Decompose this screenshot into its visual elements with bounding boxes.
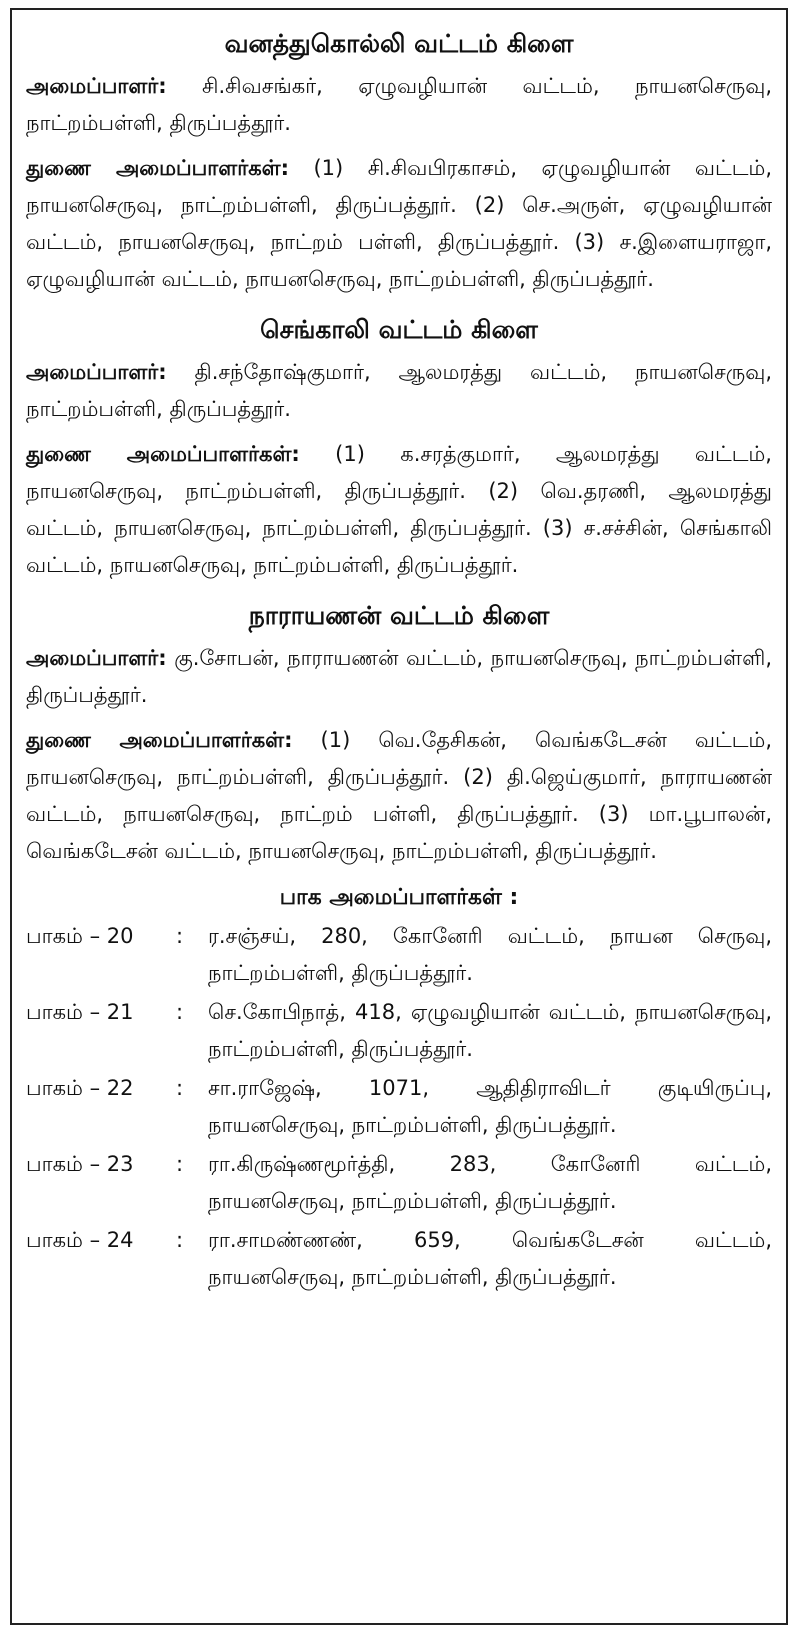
branch-section — [26, 592, 772, 870]
deputies-text: (1) க.சரத்குமார், ஆலமரத்து வட்டம், நாயனசெருவு, நாட்றம்பள்ளி, திருப்பத்தூர். (2) வெ.தரணி, ஆலமரத்து வட்டம், நாயனசெருவு, நாட்றம்பள்ளி, திருப்பத்தூர். (3) ச.சச்சின், செங்காலி வட்டம், நாயனசெருவு, நாட்றம்பள்ளி, திருப்பத்தூர். — [26, 442, 772, 577]
part-label: பாகம் – 20 — [26, 924, 134, 948]
part-colon: : — [176, 1076, 184, 1100]
branch-heading: செங்காலி வட்டம் கிளை — [260, 315, 538, 344]
deputies-label: துணை அமைப்பாளர்கள்: — [26, 728, 293, 752]
part-text: செ.கோபிநாத், 418, ஏழுவழியான் வட்டம், நாயனசெருவு, நாட்றம்பள்ளி, திருப்பத்தூர். — [208, 1000, 772, 1061]
part-label: பாகம் – 24 — [26, 1228, 134, 1252]
part-text: ரா.கிருஷ்ணமூர்த்தி, 283, கோனேரி வட்டம், நாயனசெருவு, நாட்றம்பள்ளி, திருப்பத்தூர். — [208, 1152, 772, 1213]
branch-section — [26, 20, 772, 298]
part-row — [26, 994, 772, 1068]
part-colon: : — [176, 1228, 184, 1252]
deputies-label: துணை அமைப்பாளர்கள்: — [26, 156, 289, 180]
part-row — [26, 1222, 772, 1296]
deputies-paragraph — [26, 150, 772, 298]
deputies-paragraph — [26, 436, 772, 584]
branch-heading: நாராயணன் வட்டம் கிளை — [248, 601, 550, 630]
deputies-text: (1) வெ.தேசிகன், வெங்கடேசன் வட்டம், நாயனசெருவு, நாட்றம்பள்ளி, திருப்பத்தூர். (2) தி.ஜெய்குமார், நாராயணன் வட்டம், நாயனசெருவு, நாட்றம் பள்ளி, திருப்பத்தூர். (3) மா.பூபாலன், வெங்கடேசன் வட்டம், நாயனசெருவு, நாட்றம்பள்ளி, திருப்பத்தூர். — [26, 728, 772, 863]
part-row — [26, 1146, 772, 1220]
part-label: பாகம் – 22 — [26, 1076, 134, 1100]
organizer-label: அமைப்பாளர்: — [26, 646, 167, 670]
branch-heading: வனத்துகொல்லி வட்டம் கிளை — [224, 29, 574, 58]
part-row — [26, 918, 772, 992]
organizer-paragraph — [26, 640, 772, 714]
organizer-paragraph — [26, 68, 772, 142]
part-row — [26, 1070, 772, 1144]
part-text: ர.சஞ்சய், 280, கோனேரி வட்டம், நாயன செருவு, நாட்றம்பள்ளி, திருப்பத்தூர். — [208, 924, 772, 985]
part-colon: : — [176, 1152, 184, 1176]
part-colon: : — [176, 1000, 184, 1024]
branch-section — [26, 306, 772, 584]
organizer-text: கு.சோபன், நாராயணன் வட்டம், நாயனசெருவு, நாட்றம்பள்ளி, திருப்பத்தூர். — [26, 646, 772, 707]
organizer-label: அமைப்பாளர்: — [26, 74, 167, 98]
part-label: பாகம் – 21 — [26, 1000, 134, 1024]
part-organizers-section — [26, 878, 772, 1296]
part-text: சா.ராஜேஷ், 1071, ஆதிதிராவிடர் குடியிருப்பு, நாயனசெருவு, நாட்றம்பள்ளி, திருப்பத்தூர். — [208, 1076, 772, 1137]
deputies-text: (1) சி.சிவபிரகாசம், ஏழுவழியான் வட்டம், நாயனசெருவு, நாட்றம்பள்ளி, திருப்பத்தூர். (2) செ.அருள், ஏழுவழியான் வட்டம், நாயனசெருவு, நாட்றம் பள்ளி, திருப்பத்தூர். (3) ச.இளையராஜா, ஏழுவழியான் வட்டம், நாயனசெருவு, நாட்றம்பள்ளி, திருப்பத்தூர். — [26, 156, 772, 291]
part-organizers-heading: பாக அமைப்பாளர்கள் : — [279, 885, 519, 910]
deputies-paragraph — [26, 722, 772, 870]
part-label: பாகம் – 23 — [26, 1152, 134, 1176]
organizer-paragraph — [26, 354, 772, 428]
deputies-label: துணை அமைப்பாளர்கள்: — [26, 442, 300, 466]
organizer-text: தி.சந்தோஷ்குமார், ஆலமரத்து வட்டம், நாயனசெருவு, நாட்றம்பள்ளி, திருப்பத்தூர். — [26, 360, 772, 421]
organizer-label: அமைப்பாளர்: — [26, 360, 167, 384]
organizer-text: சி.சிவசங்கர், ஏழுவழியான் வட்டம், நாயனசெருவு, நாட்றம்பள்ளி, திருப்பத்தூர். — [26, 74, 772, 135]
document-page — [10, 8, 788, 1625]
part-colon: : — [176, 924, 184, 948]
part-text: ரா.சாமண்ணண், 659, வெங்கடேசன் வட்டம், நாயனசெருவு, நாட்றம்பள்ளி, திருப்பத்தூர். — [208, 1228, 772, 1289]
